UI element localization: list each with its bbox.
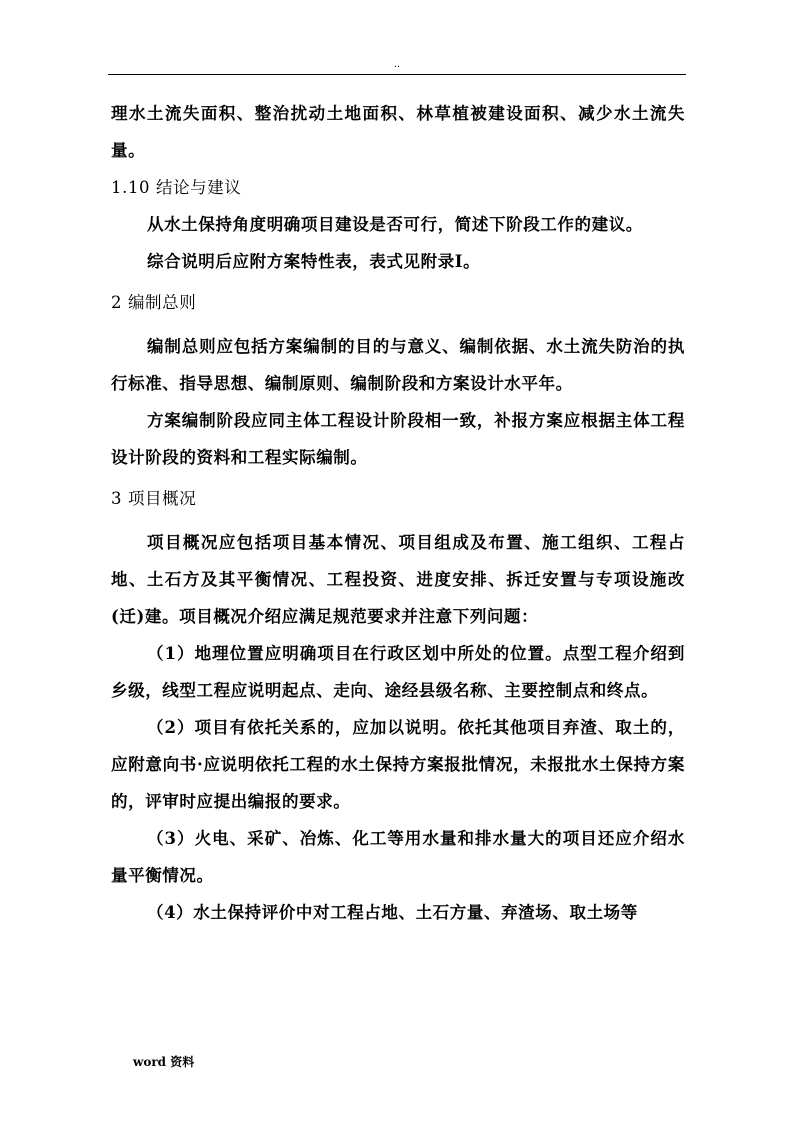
footer-label: word 资料: [133, 1055, 195, 1069]
header-mark: ..: [393, 59, 401, 70]
paragraph-item-4: （4）水土保持评价中对工程占地、土石方量、弃渣场、取土场等: [147, 903, 638, 922]
paragraph-conclusion: 从水土保持角度明确项目建设是否可行，简述下阶段工作的建议。: [147, 215, 643, 234]
paragraph-item-2: （2）项目有依托关系的，应加以说明。依托其他项目弃渣、取土的，应附意向书·应说明依托工程的水土保持方案报批情况，未报批水土保持方案的，评审时应提出编报的要求。: [111, 718, 685, 811]
paragraph-compilation-stage: 方案编制阶段应同主体工程设计阶段相一致，补报方案应根据主体工程设计阶段的资料和工程实际编制。: [111, 411, 685, 467]
paragraph-continuation: 理水土流失面积、整治扰动土地面积、林草植被建设面积、减少水土流失量。: [111, 104, 685, 160]
header-rule: [108, 74, 686, 75]
document-body: [111, 95, 685, 931]
paragraph-project-overview: 项目概况应包括项目基本情况、项目组成及布置、施工组织、工程占地、土石方及其平衡情况、工程投资、进度安排、拆迁安置与专项设施改(迁)建。项目概况介绍应满足规范要求并注意下列问题：: [111, 533, 685, 626]
paragraph-general-rules: 编制总则应包括方案编制的目的与意义、编制依据、水土流失防治的执行标准、指导思想、编制原则、编制阶段和方案设计水平年。: [111, 337, 685, 393]
paragraph-item-1: （1）地理位置应明确项目在行政区划中所处的位置。点型工程介绍到乡级，线型工程应说明起点、走向、途经县级名称、主要控制点和终点。: [111, 644, 685, 700]
section-heading-1-10: 1.10 结论与建议: [111, 178, 242, 197]
section-heading-2: 2 编制总则: [111, 293, 197, 312]
section-heading-3: 3 项目概况: [111, 489, 197, 508]
paragraph-appendix-note: 综合说明后应附方案特性表，表式见附录Ⅰ。: [147, 252, 481, 271]
paragraph-item-3: （3）火电、采矿、冶炼、化工等用水量和排水量大的项目还应介绍水量平衡情况。: [111, 829, 685, 885]
